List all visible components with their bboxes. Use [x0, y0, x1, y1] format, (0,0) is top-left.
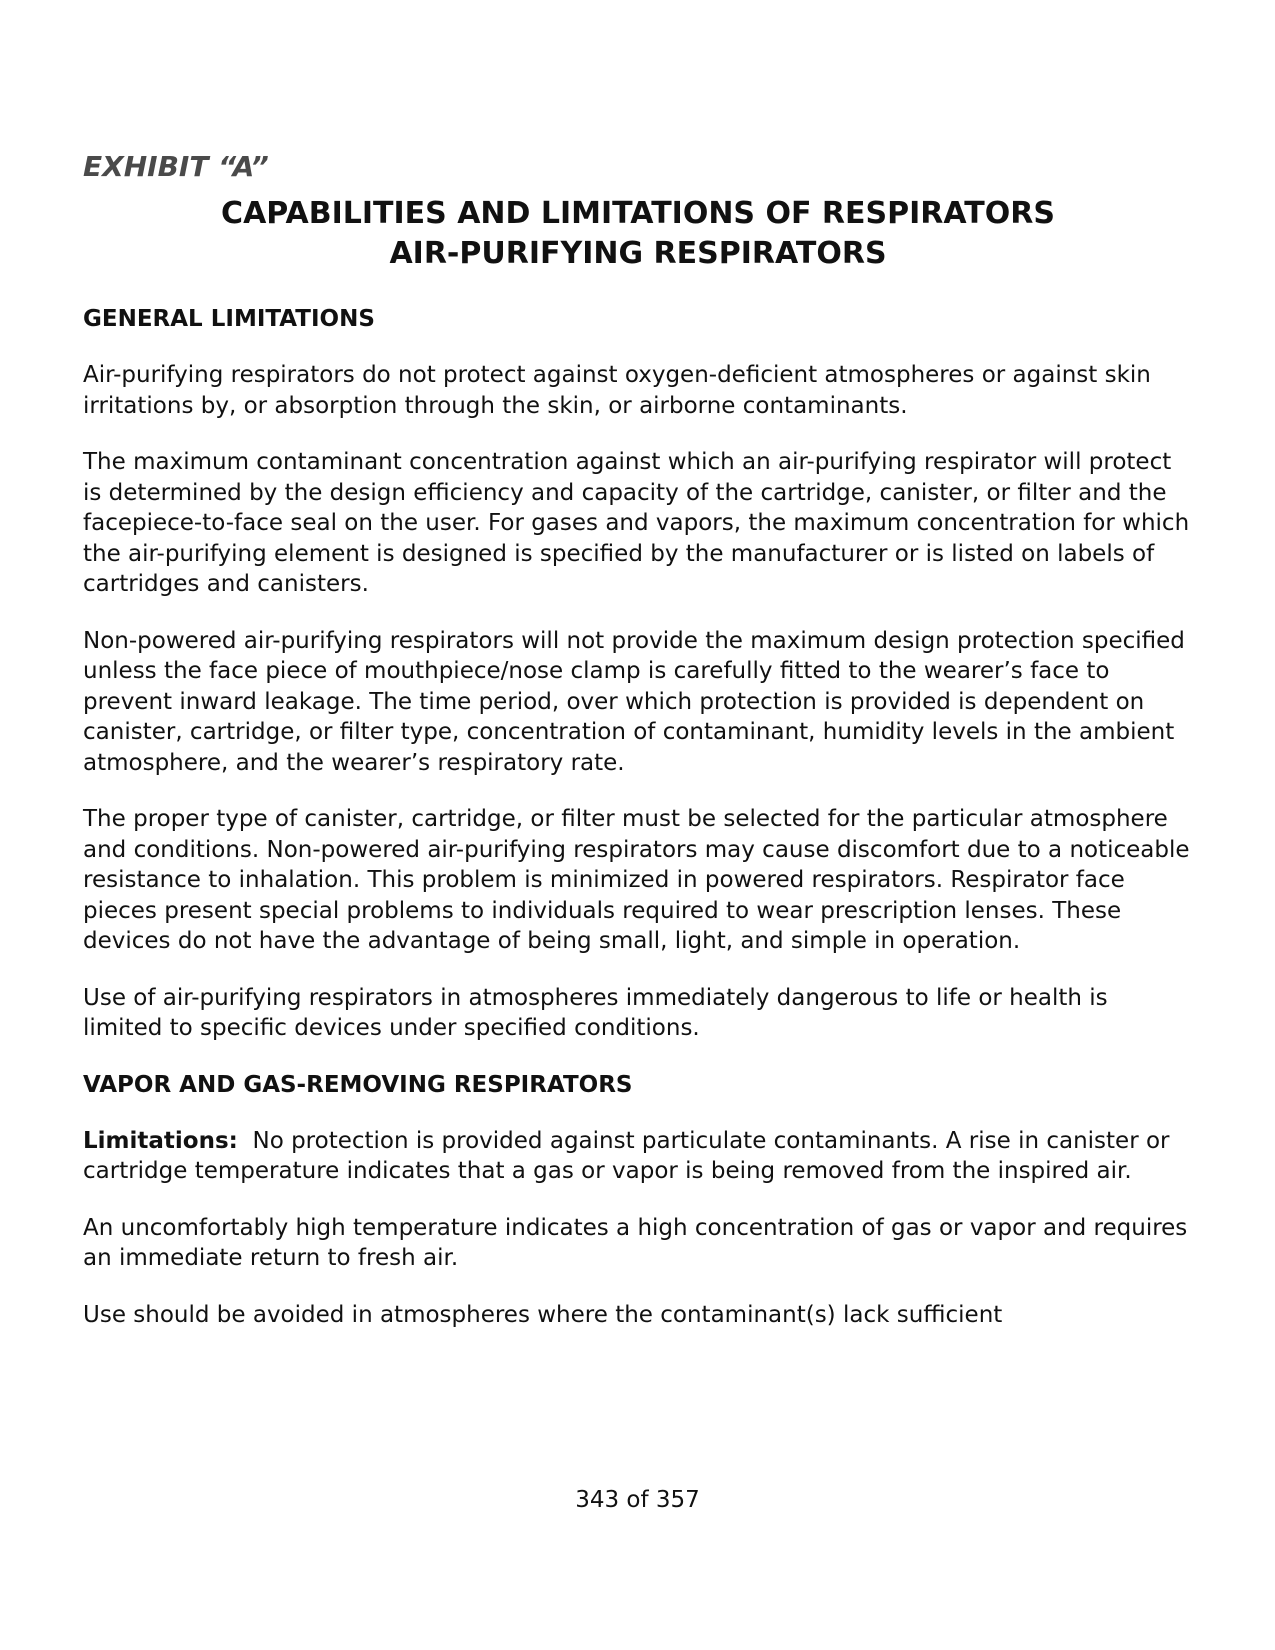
- limitations-label: Limitations:: [83, 1127, 238, 1154]
- paragraph: Use should be avoided in atmospheres where the contaminant(s) lack sufficient: [83, 1301, 1003, 1328]
- paragraph: Use of air-purifying respirators in atmospheres immediately dangerous to life or health is limited to specific devices under specified conditions.: [83, 984, 1108, 1041]
- limitations-text: No protection is provided against particulate contaminants. A rise in canister or cartridge temperature indicates that a gas or vapor is being removed from the inspired air.: [83, 1127, 1170, 1184]
- section-heading-vapor-gas-removing: VAPOR AND GAS-REMOVING RESPIRATORS: [83, 1071, 633, 1098]
- page-number: 343 of 357: [575, 1487, 700, 1513]
- document-title-line-2: AIR-PURIFYING RESPIRATORS: [389, 236, 887, 271]
- paragraph: Air-purifying respirators do not protect against oxygen-deficient atmospheres or against skin irritations by, or absorption through the skin, or airborne contaminants.: [83, 362, 1151, 419]
- paragraph: Non-powered air-purifying respirators will not provide the maximum design protection specified unless the face piece of mouthpiece/nose clamp is carefully fitted to the wearer’s face to prevent inward leakage. The time period, over which protection is provided is dependent on canister, cartridge, or filter type, concentration of contaminant, humidity levels in the ambient atmosphere, and the wearer’s respiratory rate.: [83, 627, 1185, 776]
- document-title-line-1: CAPABILITIES AND LIMITATIONS OF RESPIRATORS: [221, 196, 1055, 231]
- paragraph: The maximum contaminant concentration against which an air-purifying respirator will protect is determined by the design efficiency and capacity of the cartridge, canister, or filter and the facepiece-to-face seal on the user. For gases and vapors, the maximum concentration for which the air-purifying element is designed is specified by the manufacturer or is listed on labels of cartridges and canisters.: [83, 449, 1190, 597]
- document-page: [83, 150, 1193, 1330]
- limitations-paragraph: [83, 1126, 1193, 1187]
- paragraph: An uncomfortably high temperature indicates a high concentration of gas or vapor and requires an immediate return to fresh air.: [83, 1214, 1188, 1271]
- paragraph: The proper type of canister, cartridge, or filter must be selected for the particular atmosphere and conditions. Non-powered air-purifying respirators may cause discomfort due to a noticeable resistance to inhalation. This problem is minimized in powered respirators. Respirator face pieces present special problems to individuals required to wear prescription lenses. These devices do not have the advantage of being small, light, and simple in operation.: [83, 806, 1190, 954]
- exhibit-label: EXHIBIT “A”: [83, 150, 269, 183]
- section-heading-general-limitations: GENERAL LIMITATIONS: [83, 306, 375, 332]
